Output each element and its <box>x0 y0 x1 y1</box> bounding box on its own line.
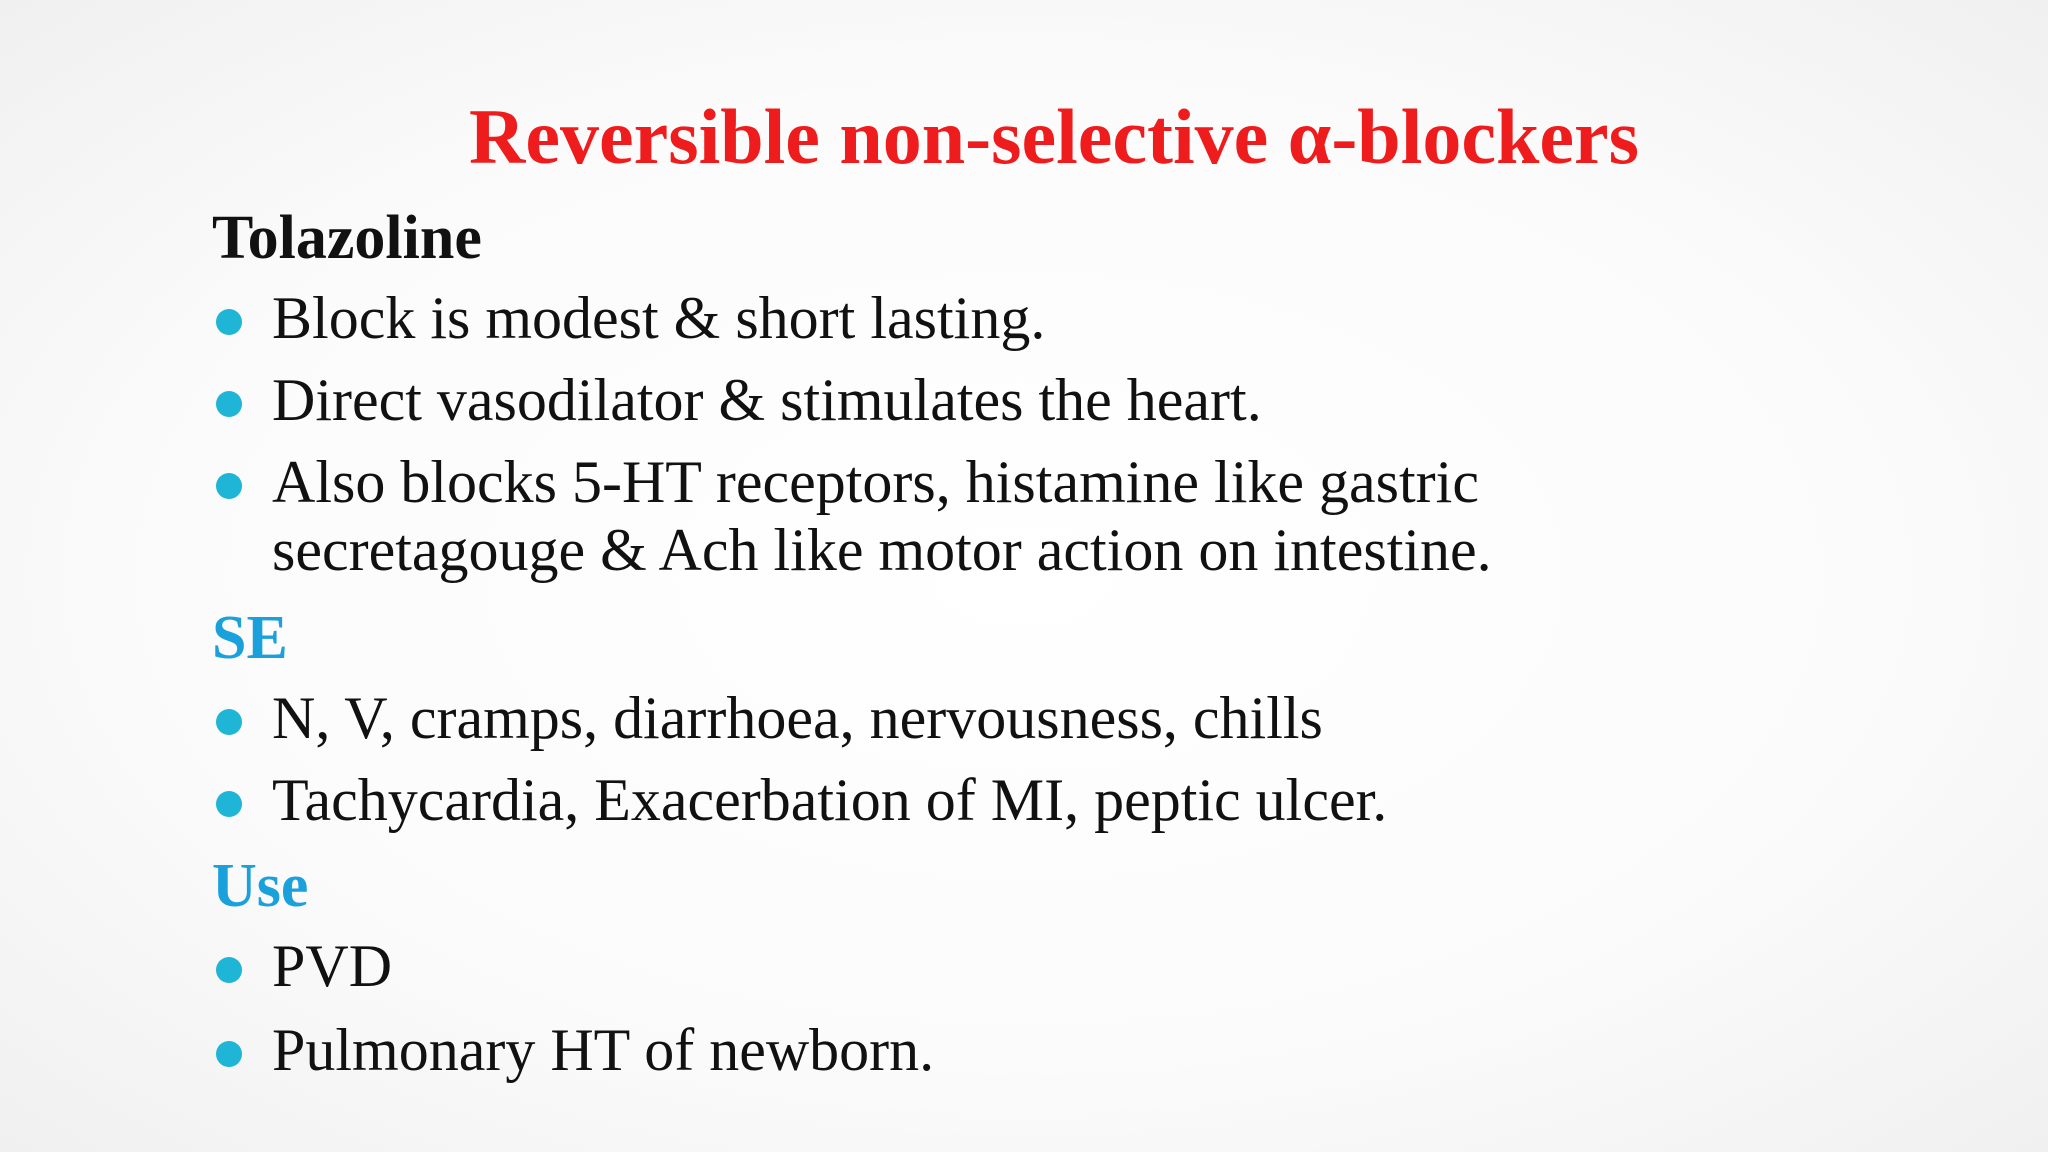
list-item <box>212 1016 1872 1084</box>
use-list <box>212 932 1872 1084</box>
bullet-icon <box>216 957 242 983</box>
bullet-icon <box>216 309 242 335</box>
list-item-text: PVD <box>272 933 393 999</box>
bullet-icon <box>216 791 242 817</box>
list-item-text: N, V, cramps, diarrhoea, nervousness, chills <box>272 685 1323 751</box>
slide-title: Reversible non-selective α-blockers <box>469 93 1639 180</box>
list-item <box>212 366 1872 448</box>
use-section <box>212 848 1872 924</box>
bullet-icon <box>216 1041 242 1067</box>
list-item-text: Direct vasodilator & stimulates the heart. <box>272 367 1262 433</box>
se-section <box>212 600 1872 676</box>
tolazoline-list <box>212 284 1872 584</box>
list-item-text: Also blocks 5-HT receptors, histamine like gastric secretagouge & Ach like motor action on intestine. <box>272 449 1492 583</box>
tolazoline-section <box>212 200 1872 276</box>
list-item-text: Pulmonary HT of newborn. <box>272 1017 935 1083</box>
bullet-icon <box>216 391 242 417</box>
bullet-icon <box>216 709 242 735</box>
bullet-icon <box>216 473 242 499</box>
tolazoline-heading: Tolazoline <box>212 204 482 272</box>
list-item-text: Block is modest & short lasting. <box>272 285 1046 351</box>
se-list <box>212 684 1872 834</box>
use-heading: Use <box>212 852 309 920</box>
list-item <box>212 448 1872 584</box>
se-heading: SE <box>212 604 288 672</box>
list-item <box>212 932 1872 1016</box>
list-item <box>212 684 1872 766</box>
list-item <box>212 284 1872 366</box>
list-item <box>212 766 1872 834</box>
list-item-text: Tachycardia, Exacerbation of MI, peptic ulcer. <box>272 767 1388 833</box>
